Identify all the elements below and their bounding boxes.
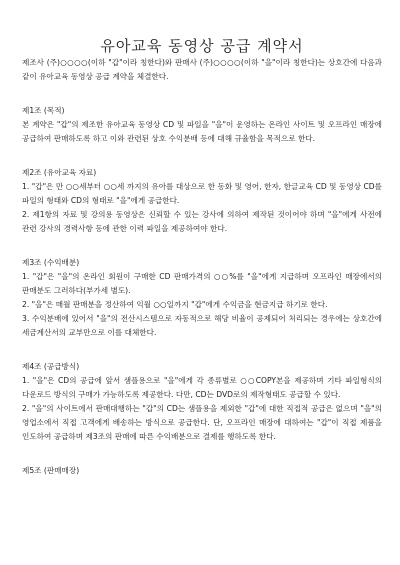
article-2	[22, 166, 382, 236]
article-paragraph: 1. "갑"은 "을"의 온라인 회원이 구매한 CD 판매가격의 ○○%를 "을"에게 지급하며 오프라인 매장에서의 판매분도 그러하다(부가세 별도).	[22, 272, 382, 295]
article-paragraph: 3. 수익분배에 있어서 "을"의 전산시스템으로 자동적으로 해당 비율이 공제되어 처리되는 경우에는 상호간에 세금계산서의 교부만으로 이를 대체한다.	[22, 314, 382, 337]
document-title: 유아교육 동영상 공급 계약서	[100, 37, 304, 55]
article-1	[22, 104, 382, 146]
article-paragraph: 1. "을"은 CD의 공급에 앞서 샘플용으로 "을"에게 각 종류별로 ○○COPY본을 제공하며 기타 파일형식의 다운로드 방식의 구매가 가능하도록 제공한다. 다만, CD는 DVD로의 제작형태도 공급할 수 있다.	[22, 376, 382, 399]
article-heading: 제2조 (유아교육 자료)	[22, 168, 97, 177]
article-5	[22, 464, 382, 478]
intro-paragraph: 제조사 (주)○○○○(이하 "갑"이라 칭한다)와 판매사 (주)○○○○(이하 "을"이라 칭한다)는 상호간에 다음과 같이 유아교육 동영상 공급 계약을 체결한다.	[22, 58, 382, 81]
article-paragraph: 2. "을"은 매월 판매분을 정산하여 익월 ○○일까지 "갑"에게 수익금을 현금지급 하기로 한다.	[22, 300, 328, 309]
article-paragraph: 2. "을"의 사이트에서 판매대행하는 "갑"의 CD는 샘플용을 제외한 "갑"에 대한 직접적 공급은 없으며 "을"의 영업소에서 직접 고객에게 배송하는 방식으로 공급한다. 단, 오프라인 매장에 대하여는 "갑"이 직접 제품을 인도하여 공급하며 제3조의 판매에 따른 수익배분으로 결제를 행하도록 한다.	[22, 404, 382, 441]
article-heading: 제4조 (공급방식)	[22, 362, 80, 371]
article-heading: 제1조 (목적)	[22, 106, 65, 115]
article-4	[22, 360, 382, 444]
article-heading: 제5조 (판매매장)	[22, 466, 80, 475]
article-paragraph: 2. 제1항의 자료 및 강의용 동영상은 신뢰할 수 있는 강사에 의하여 제작된 것이어야 하며 "을"에게 사전에 관련 강사의 경력사항 등에 관한 이력 파일을 제공하여야 한다.	[22, 210, 382, 233]
article-paragraph: 본 계약은 "갑"의 제조한 유아교육 동영상 CD 및 파일을 "을"이 운영하는 온라인 사이트 및 오프라인 매장에 공급하여 판매하도록 하고 이와 관련된 상호 수익분배 등에 대해 규율함을 목적으로 한다.	[22, 120, 382, 143]
article-heading: 제3조 (수익배분)	[22, 258, 80, 267]
article-3	[22, 256, 382, 340]
article-paragraph: 1. "갑"은 만 ○○세부터 ○○세 까지의 유아를 대상으로 한 동화 및 영어, 한자, 한글교육 CD 및 동영상 CD를 파일의 형태와 CD의 형태로 "을"에게 공급한다.	[22, 182, 382, 205]
